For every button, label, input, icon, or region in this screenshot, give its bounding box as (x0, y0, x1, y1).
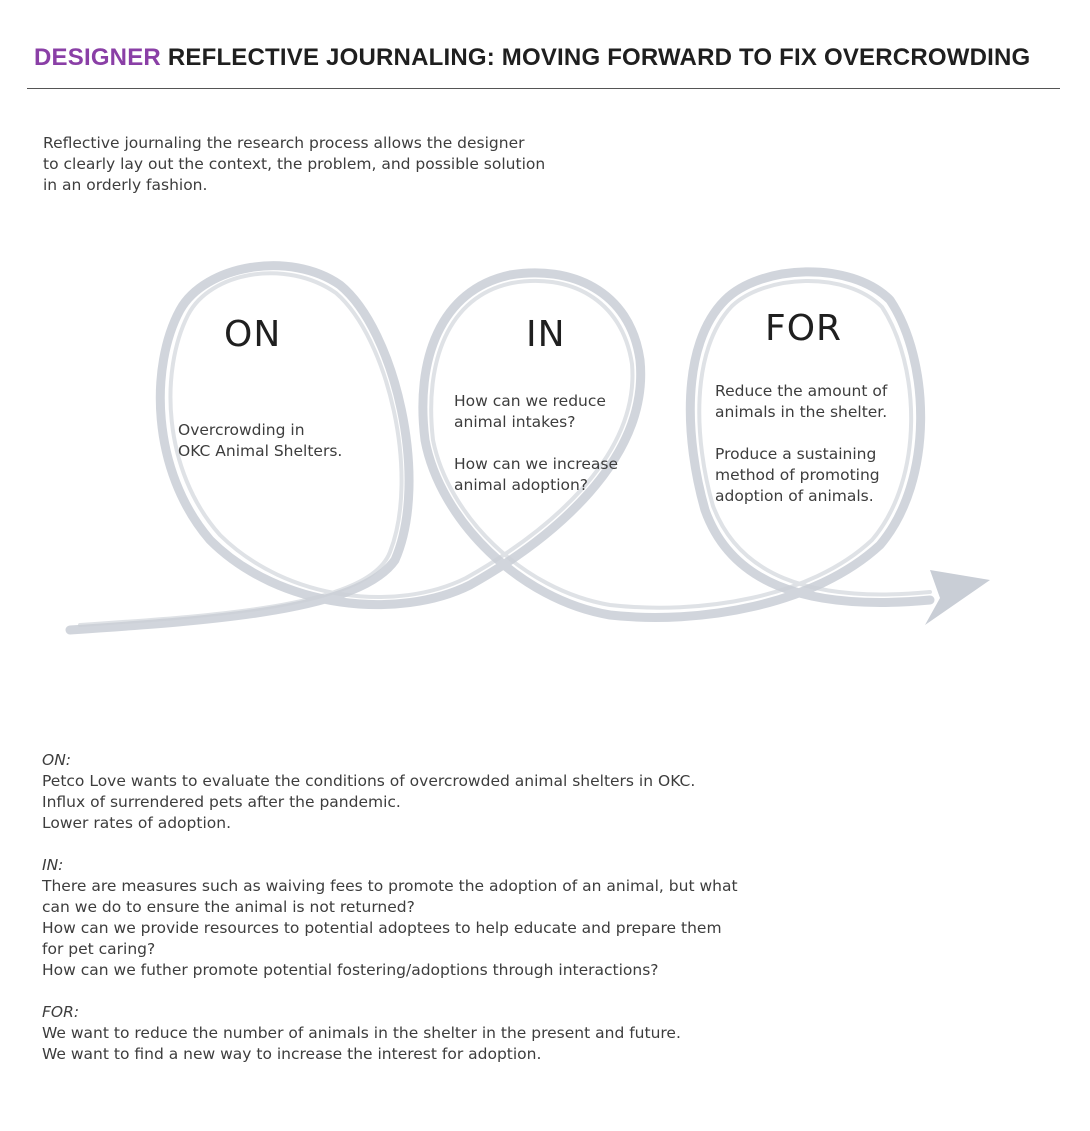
notes-line: We want to reduce the number of animals in the shelter in the present and future. (42, 1024, 681, 1042)
loop-for-line: Produce a sustaining (715, 445, 877, 463)
notes-line: Lower rates of adoption. (42, 814, 231, 832)
loop-title-on: ON (224, 314, 282, 355)
loop-text-in (454, 391, 618, 496)
notes-line: can we do to ensure the animal is not returned? (42, 898, 415, 916)
header-title: REFLECTIVE JOURNALING: MOVING FORWARD TO FIX OVERCROWDING (167, 44, 1031, 71)
loop-for-line: Reduce the amount of (715, 382, 888, 400)
notes-in-title: IN: (42, 856, 64, 874)
loop-for-line: animals in the shelter. (715, 403, 888, 421)
notes-line: for pet caring? (42, 940, 156, 958)
intro-line: in an orderly fashion. (43, 176, 208, 194)
intro-line: to clearly lay out the context, the problem, and possible solution (43, 155, 546, 173)
loop-title-in: IN (526, 314, 566, 355)
arrow-head (925, 570, 990, 625)
notes-on-title: ON: (42, 751, 72, 769)
loop-in-line: animal intakes? (454, 413, 576, 431)
notes-line: Petco Love wants to evaluate the conditions of overcrowded animal shelters in OKC. (42, 772, 696, 790)
loop-for-line: adoption of animals. (715, 487, 874, 505)
notes-line: There are measures such as waiving fees to promote the adoption of an animal, but what (42, 877, 738, 895)
loop-title-for: FOR (765, 308, 843, 349)
notes-line: We want to find a new way to increase the interest for adoption. (42, 1045, 542, 1063)
loop-in-line: animal adoption? (454, 476, 589, 494)
loop-in-line: How can we increase (454, 455, 618, 473)
loop-text-on (178, 420, 342, 462)
notes-line: How can we futher promote potential fostering/adoptions through interactions? (42, 961, 659, 979)
notes-line: Influx of surrendered pets after the pandemic. (42, 793, 401, 811)
loop-on-line: Overcrowding in (178, 421, 305, 439)
loop-on-line: OKC Animal Shelters. (178, 442, 343, 460)
notes-line: How can we provide resources to potential adoptees to help educate and prepare them (42, 919, 722, 937)
notes-for-title: FOR: (42, 1003, 80, 1021)
intro-line: Reflective journaling the research process allows the designer (43, 134, 525, 152)
loop-in-line: How can we reduce (454, 392, 606, 410)
loop-for-line: method of promoting (715, 466, 880, 484)
notes-section (42, 750, 802, 1065)
header-accent-word: DESIGNER (34, 44, 161, 71)
loop-text-for (715, 381, 887, 507)
